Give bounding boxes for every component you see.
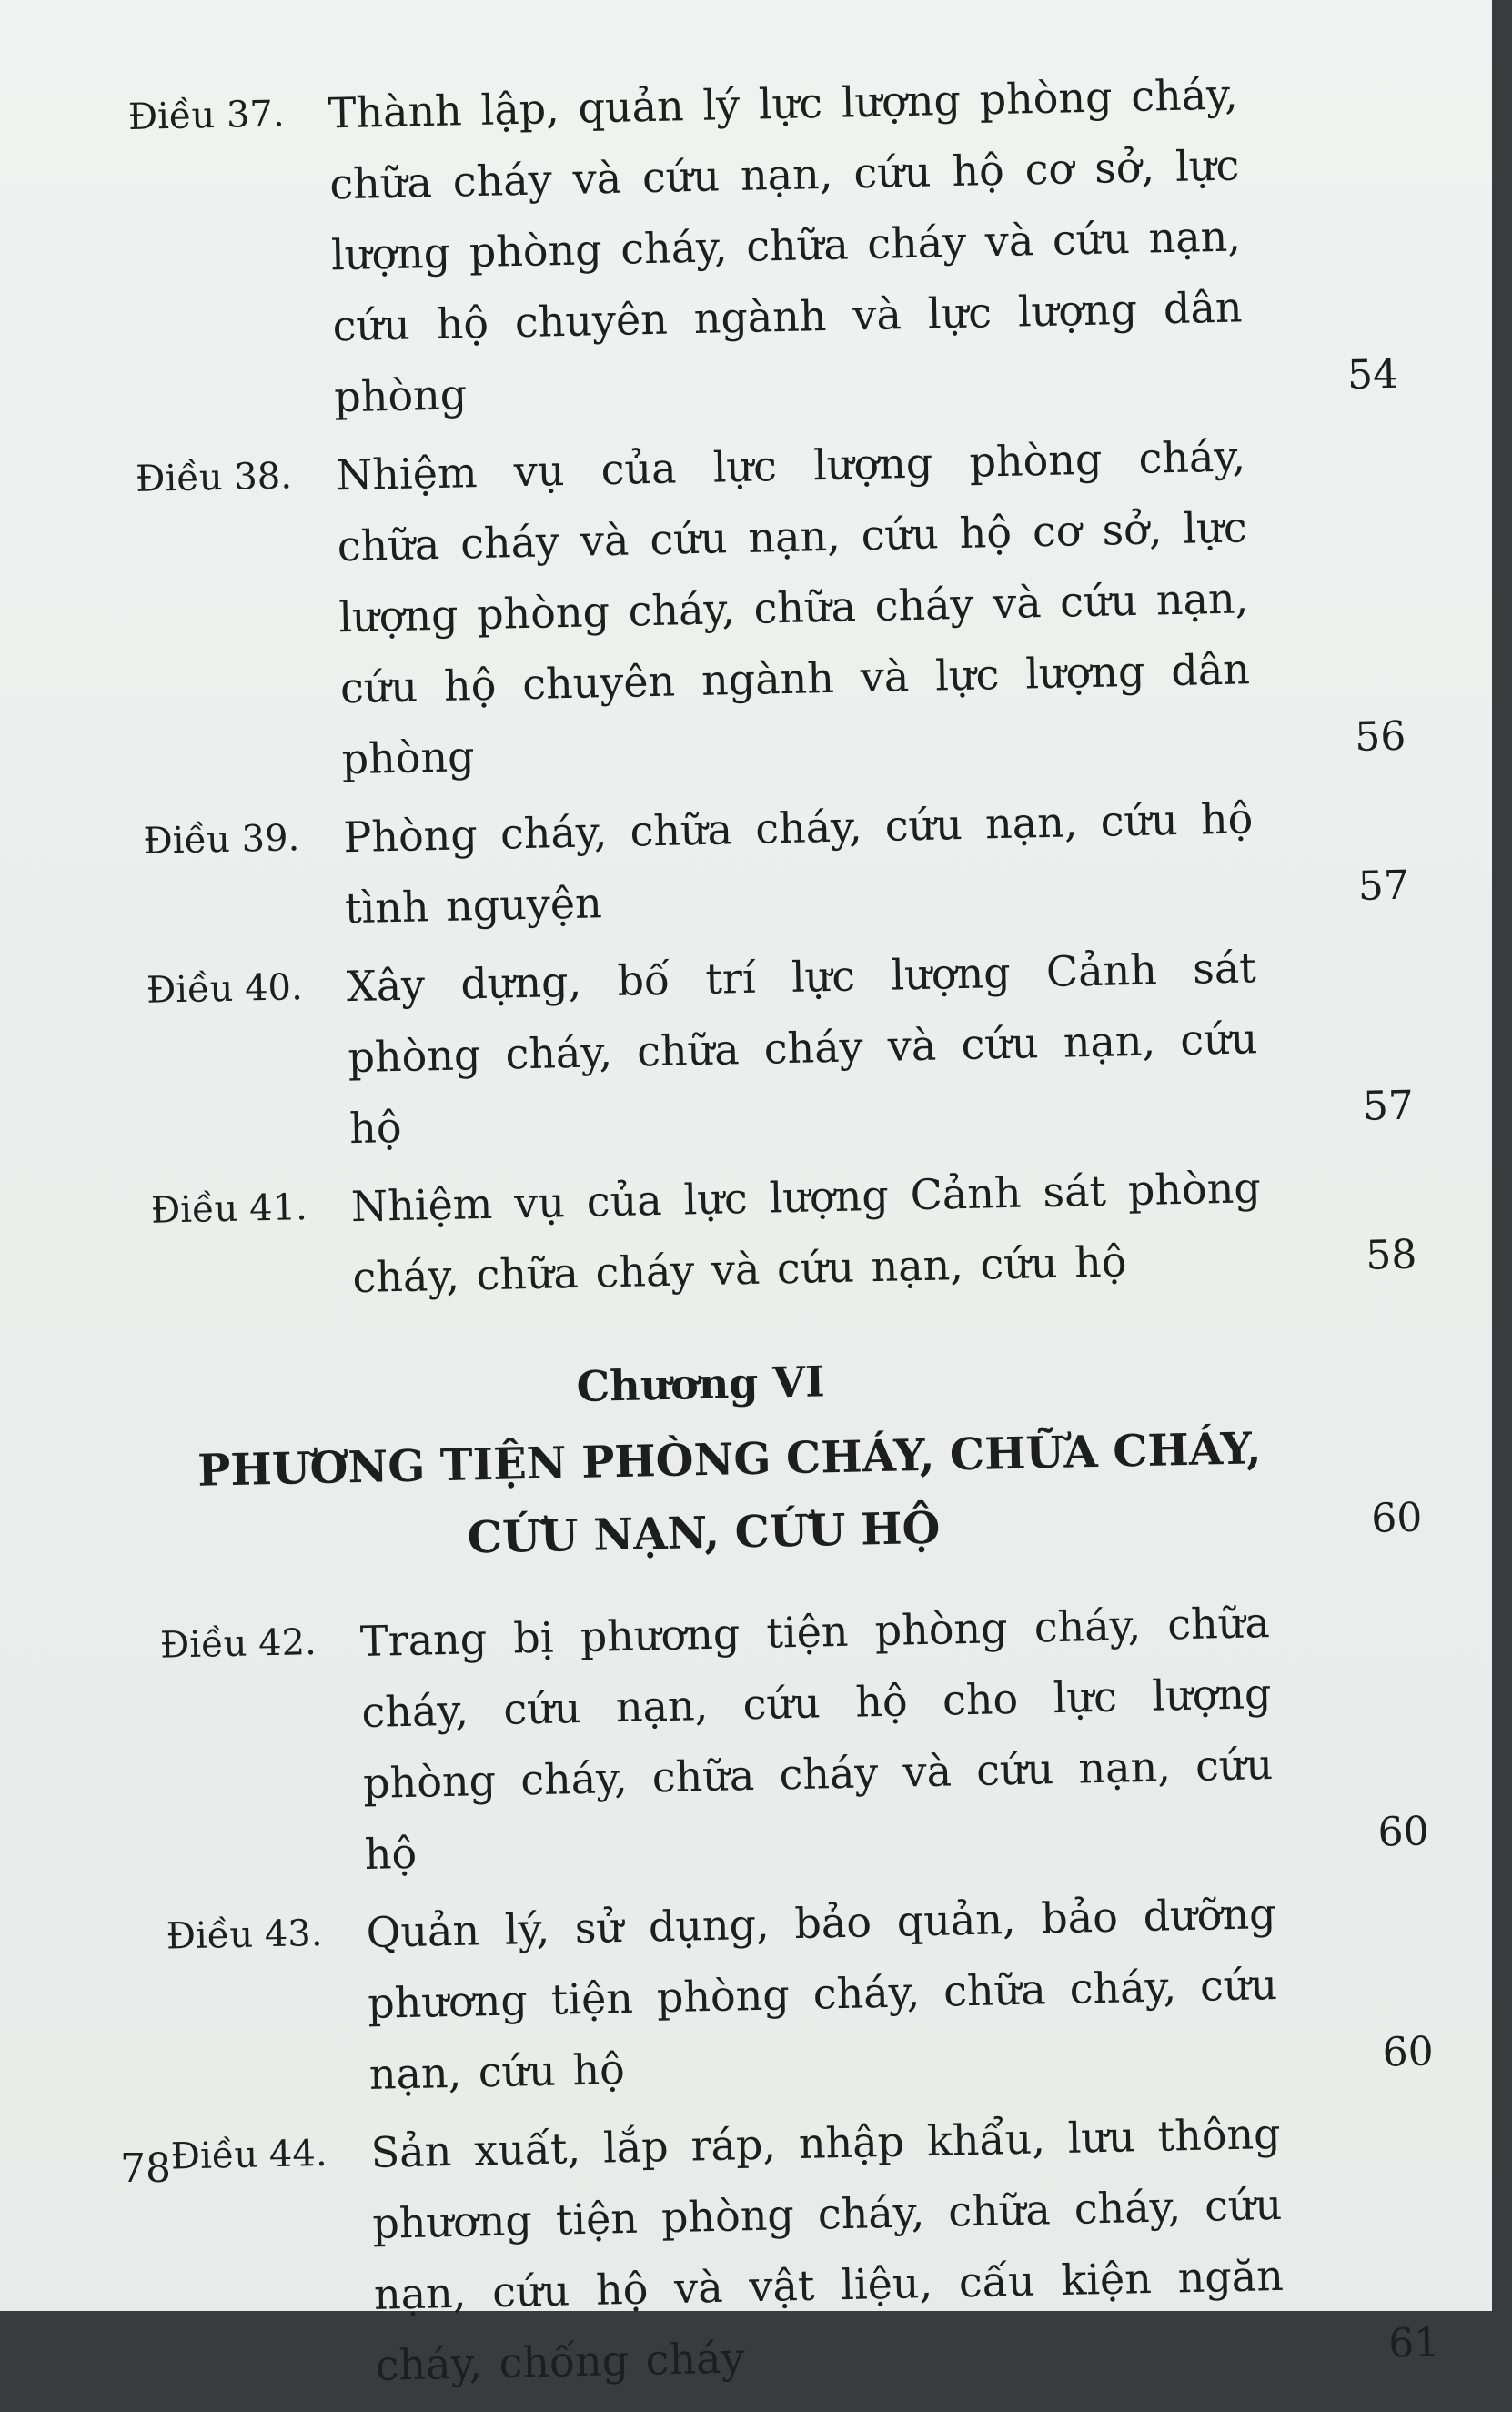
page-reference: 60: [1382, 2028, 1435, 2076]
chapter-heading: [154, 1332, 1432, 1586]
article-title: Thành lập, quản lý lực lượng phòng cháy, chữa cháy và cứu nạn, cứu hộ cơ sở, lực lượng phòng cháy, chữa cháy và cứu nạn, cứu hộ chuyên ngành và lực lượng dân phòng: [328, 69, 1244, 422]
page-reference: 60: [1377, 1808, 1430, 1856]
toc-entry-dieu-37: [127, 56, 1408, 437]
article-title: Nhiệm vụ của lực lượng Cảnh sát phòng cháy, chữa cháy và cứu nạn, cứu hộ: [350, 1163, 1262, 1303]
chapter-title-line-2: CỨU NẠN, CỨU HỘ: [467, 1502, 941, 1564]
page-reference: 61: [1387, 2319, 1440, 2367]
page-reference: 54: [1346, 350, 1399, 399]
article-title: Phòng cháy, chữa cháy, cứu nạn, cứu hộ tình nguyện: [342, 793, 1254, 934]
toc-entry-dieu-38: [135, 418, 1416, 799]
article-title: Quản lý, sử dụng, bảo quản, bảo dưỡng phương tiện phòng cháy, chữa cháy, cứu nạn, cứu hộ: [366, 1889, 1278, 2099]
article-number: Điều 44.: [170, 2132, 328, 2178]
article-number: Điều 42.: [159, 1621, 318, 1667]
page-reference: 57: [1357, 862, 1410, 910]
toc-entry-dieu-39: [143, 780, 1419, 948]
article-title: Nhiệm vụ của lực lượng phòng cháy, chữa cháy và cứu nạn, cứu hộ cơ sở, lực lượng phòng cháy, chữa cháy và cứu nạn, cứu hộ chuyên ngành và lực lượng dân phòng: [335, 431, 1251, 784]
page-reference: 56: [1354, 712, 1406, 761]
toc-entry-dieu-42: [159, 1583, 1438, 1893]
table-of-contents: [127, 56, 1449, 2412]
chapter-page-reference: 60: [1370, 1494, 1423, 1542]
page-number: 78: [120, 2145, 171, 2192]
article-number: Điều 43.: [166, 1912, 323, 1958]
toc-entry-dieu-44: [170, 2094, 1449, 2405]
chapter-label: Chương VI: [576, 1357, 826, 1411]
chapter-title-line-1: PHƯƠNG TIỆN PHÒNG CHÁY, CHỮA CHÁY,: [197, 1423, 1262, 1497]
article-number: Điều 37.: [127, 93, 286, 138]
article-number: Điều 41.: [150, 1186, 308, 1232]
page-reference: 57: [1362, 1082, 1415, 1130]
toc-entry-dieu-41: [150, 1148, 1426, 1317]
toc-entry-dieu-40: [146, 928, 1424, 1167]
page-reference: 58: [1365, 1231, 1417, 1279]
article-title: Sản xuất, lắp ráp, nhập khẩu, lưu thông phương tiện phòng cháy, chữa cháy, cứu nạn, cứu hộ và vật liệu, cấu kiện ngăn cháy, chống cháy: [370, 2108, 1285, 2390]
toc-entry-dieu-43: [166, 1874, 1444, 2114]
article-title: Trang bị phương tiện phòng cháy, chữa cháy, cứu nạn, cứu hộ cho lực lượng phòng cháy, chữa cháy và cứu nạn, cứu hộ: [359, 1598, 1274, 1879]
article-number: Điều 39.: [143, 817, 300, 863]
article-title: Xây dựng, bố trí lực lượng Cảnh sát phòng cháy, chữa cháy và cứu nạn, cứu hộ: [346, 943, 1258, 1154]
article-number: Điều 38.: [135, 455, 293, 500]
article-number: Điều 40.: [146, 966, 304, 1012]
